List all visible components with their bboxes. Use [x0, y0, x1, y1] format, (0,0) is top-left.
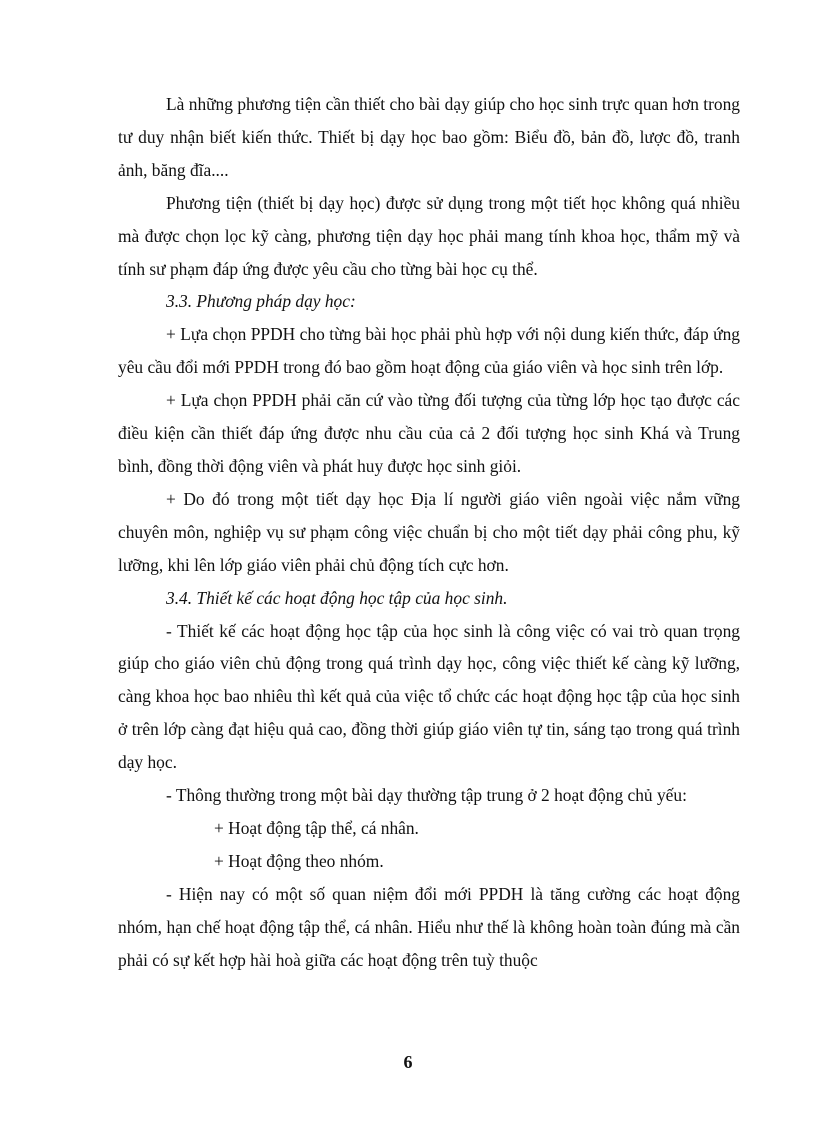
section-heading-3-3: 3.3. Phương pháp dạy học:: [166, 291, 356, 312]
paragraph-method-innovation: - Hiện nay có một số quan niệm đổi mới PPDH là tăng cường các hoạt động nhóm, hạn chế hoạt động tập thể, cá nhân. Hiểu như thế là không hoàn toàn đúng mà cần phải có sự kết hợp hài hoà giữa các hoạt động trên tuỳ thuộc: [118, 883, 740, 970]
list-item-team-activity: + Hoạt động theo nhóm.: [214, 850, 384, 871]
paragraph-activity-design: - Thiết kế các hoạt động học tập của học sinh là công việc có vai trò quan trọng giúp cho giáo viên chủ động trong quá trình dạy học, công việc thiết kế càng kỹ lưỡng, càng khoa học bao nhiêu thì kết quả của việc tổ chức các hoạt động học tập của học sinh ở trên lớp càng đạt hiệu quả cao, đồng thời giúp giáo viên tự tin, sáng tạo trong quá trình dạy học.: [118, 620, 740, 773]
paragraph-equipment-intro: Là những phương tiện cần thiết cho bài dạy giúp cho học sinh trực quan hơn trong tư duy nhận biết kiến thức. Thiết bị dạy học bao gồm: Biểu đồ, bản đồ, lược đồ, tranh ảnh, băng đĩa....: [118, 94, 740, 180]
paragraph-equipment-usage: Phương tiện (thiết bị dạy học) được sử dụng trong một tiết học không quá nhiều mà được chọn lọc kỹ càng, phương tiện dạy học phải mang tính khoa học, thẩm mỹ và tính sư phạm đáp ứng được yêu cầu cho từng bài học cụ thể.: [118, 192, 740, 279]
document-page: [118, 88, 740, 976]
paragraph-method-choice-1: + Lựa chọn PPDH cho từng bài học phải phù hợp với nội dung kiến thức, đáp ứng yêu cầu đổi mới PPDH trong đó bao gồm hoạt động của giáo viên và học sinh trên lớp.: [118, 324, 740, 378]
list-item-group-activity: + Hoạt động tập thể, cá nhân.: [214, 817, 419, 838]
paragraph-main-activities: - Thông thường trong một bài dạy thường tập trung ở 2 hoạt động chủ yếu:: [166, 785, 687, 806]
paragraph-method-choice-2: + Lựa chọn PPDH phải căn cứ vào từng đối tượng của từng lớp học tạo được các điều kiện cần thiết đáp ứng được nhu cầu của cả 2 đối tượng học sinh Khá và Trung bình, đồng thời động viên và phát huy được học sinh giỏi.: [118, 390, 740, 476]
paragraph-method-choice-3: + Do đó trong một tiết dạy học Địa lí người giáo viên ngoài việc nắm vững chuyên môn, nghiệp vụ sư phạm công việc chuẩn bị cho một tiết dạy phải công phu, kỹ lưỡng, khi lên lớp giáo viên phải chủ động tích cực hơn.: [118, 488, 740, 575]
page-number: 6: [403, 1052, 413, 1072]
section-heading-3-4: 3.4. Thiết kế các hoạt động học tập của học sinh.: [166, 587, 508, 608]
